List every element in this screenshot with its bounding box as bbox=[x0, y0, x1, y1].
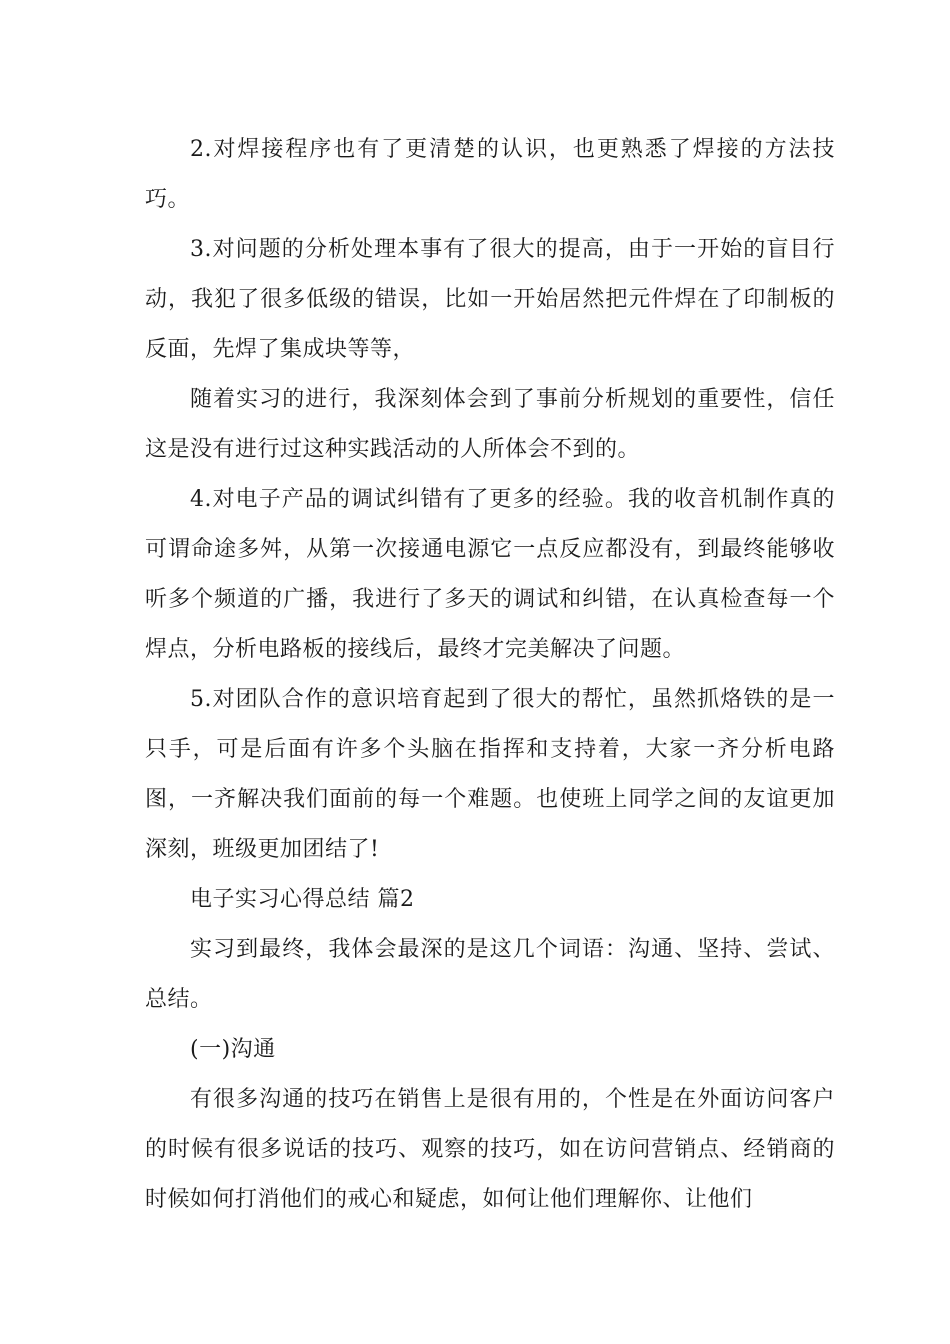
section-intro-paragraph: 实习到最终，我体会最深的是这几个词语：沟通、坚持、尝试、总结。 bbox=[145, 937, 835, 1012]
section-title: 电子实习心得总结 篇2 bbox=[190, 887, 415, 912]
paragraph-continuation: 随着实习的进行，我深刻体会到了事前分析规划的重要性，信任这是没有进行过这种实践活动的人所体会不到的。 bbox=[145, 387, 835, 462]
paragraph-item-5: 5.对团队合作的意识培育起到了很大的帮忙，虽然抓烙铁的是一只手，可是后面有许多个头脑在指挥和支持着，大家一齐分析电路图，一齐解决我们面前的每一个难题。也使班上同学之间的友谊更加深刻，班级更加团结了! bbox=[145, 687, 835, 862]
document-body bbox=[145, 125, 835, 1225]
paragraph-item-2: 2.对焊接程序也有了更清楚的认识，也更熟悉了焊接的方法技巧。 bbox=[145, 137, 835, 212]
subsection-paragraph: 有很多沟通的技巧在销售上是很有用的，个性是在外面访问客户的时候有很多说话的技巧、观察的技巧，如在访问营销点、经销商的时候如何打消他们的戒心和疑虑，如何让他们理解你、让他们 bbox=[145, 1087, 835, 1212]
paragraph-item-4: 4.对电子产品的调试纠错有了更多的经验。我的收音机制作真的可谓命途多舛，从第一次接通电源它一点反应都没有，到最终能够收听多个频道的广播，我进行了多天的调试和纠错，在认真检查每一个焊点，分析电路板的接线后，最终才完美解决了问题。 bbox=[145, 487, 835, 662]
subsection-title: (一)沟通 bbox=[190, 1037, 276, 1062]
paragraph-item-3: 3.对问题的分析处理本事有了很大的提高，由于一开始的盲目行动，我犯了很多低级的错误，比如一开始居然把元件焊在了印制板的反面，先焊了集成块等等， bbox=[145, 237, 835, 362]
